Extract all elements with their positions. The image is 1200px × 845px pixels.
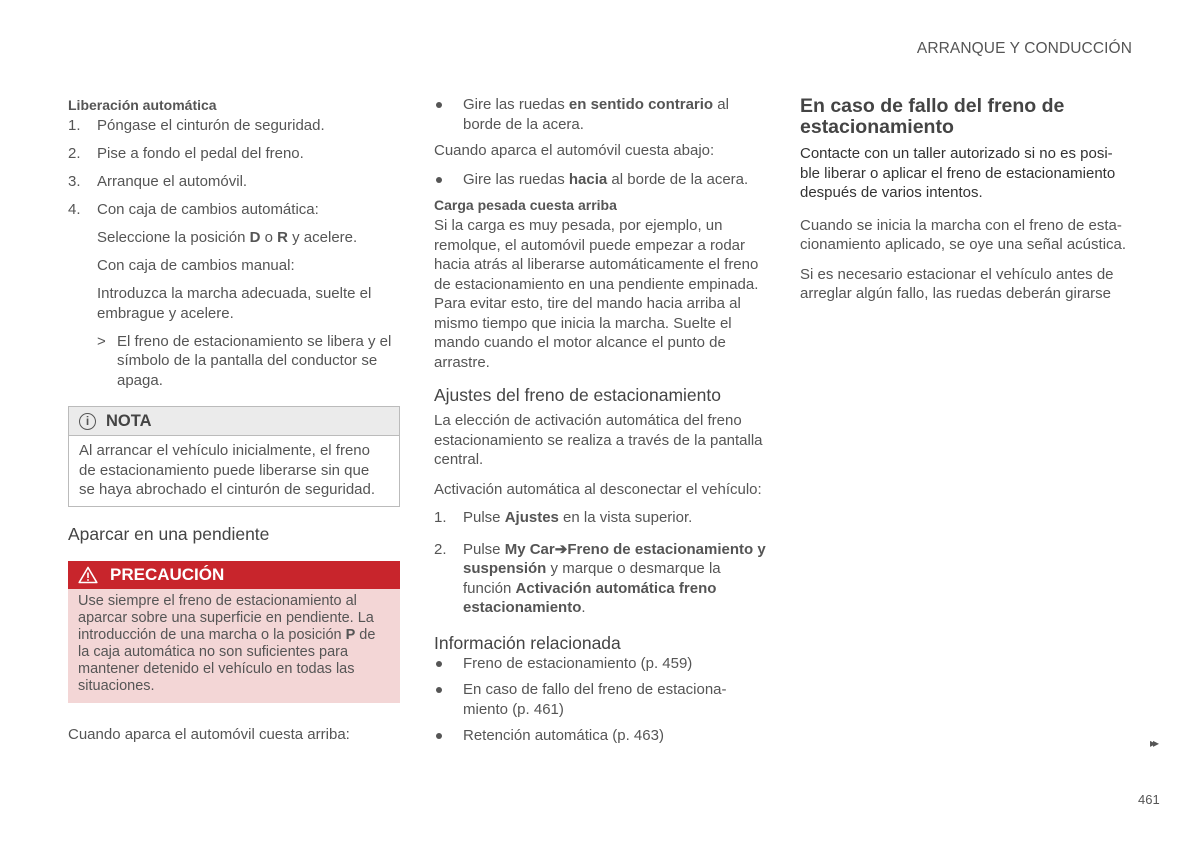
heavy-load-body: Si la carga es muy pesada, por ejemplo, un remolque, el automóvil puede empezar a rodar hacia atrás al liberarse automáticamente el freno de estacionamiento en una pendiente empinada. Para evitar esto, tire del mando hacia arriba al mismo tiempo que inicia la marcha. Suelte el mando cuando el motor alcance el punto de arrastre. bbox=[434, 217, 759, 371]
step-item: 2. Pise a fondo el pedal del freno. bbox=[68, 145, 304, 162]
step-item: 4. Con caja de cambios automática: bbox=[68, 201, 319, 218]
continue-arrows-icon: ▸▸ bbox=[1150, 736, 1157, 750]
bullet-icon bbox=[436, 687, 442, 693]
bullet-icon bbox=[436, 661, 442, 667]
settings-body: La elección de activación automática del freno estacionamiento se realiza a través de la pantalla central. bbox=[434, 412, 763, 468]
step-item: 2. Pulse My Car➔Freno de estacionamiento y suspensión y marque o desmarque la función Activación automática freno estacionamiento. bbox=[434, 540, 766, 616]
arrow-right-icon: ➔ bbox=[554, 540, 568, 558]
uphill-text: Cuando aparca el automóvil cuesta arriba: bbox=[68, 725, 350, 743]
note-header bbox=[69, 407, 399, 436]
related-list bbox=[434, 654, 770, 746]
caution-title: PRECAUCIÓN bbox=[110, 564, 225, 584]
failure-heading: En caso de fallo del freno de estacionamiento bbox=[800, 95, 1065, 138]
bullet-icon bbox=[436, 733, 442, 739]
slope-heading: Aparcar en una pendiente bbox=[68, 523, 270, 544]
note-body: Al arrancar el vehículo inicialmente, el freno de estacionamiento puede liberarse sin que se haya abrochado el cinturón de seguridad. bbox=[79, 442, 376, 498]
step-result: > El freno de estacionamiento se libera y el símbolo de la pantalla del conductor se apaga. bbox=[97, 332, 392, 389]
step-item: 1. Pulse Ajustes en la vista superior. bbox=[434, 509, 693, 526]
failure-body-2: Si es necesario estacionar el vehículo antes de arreglar algún fallo, las ruedas deberán girarse bbox=[800, 265, 1114, 302]
column-middle bbox=[434, 95, 770, 753]
activation-text: Activación automática al desconectar el vehículo: bbox=[434, 480, 762, 498]
failure-body-1: Cuando se inicia la marcha con el freno de esta-cionamiento aplicado, se oye una señal acústica. bbox=[800, 216, 1127, 253]
caution-header bbox=[68, 561, 400, 589]
related-link[interactable]: En caso de fallo del freno de estaciona-miento (p. 461) bbox=[434, 680, 770, 719]
warning-triangle-icon bbox=[78, 566, 98, 584]
result-arrow-icon: > bbox=[97, 332, 106, 350]
caution-body: Use siempre el freno de estacionamiento al aparcar sobre una superficie en pendiente. La introducción de una marcha o la posición P de la caja automática no son suficientes para mantener detenido el vehículo en todas las situaciones. bbox=[68, 589, 400, 703]
release-steps bbox=[68, 116, 400, 220]
settings-heading: Ajustes del freno de estacionamiento bbox=[434, 385, 721, 405]
info-icon: i bbox=[79, 413, 96, 430]
page-number: 461 bbox=[1138, 792, 1160, 807]
step-item: 3. Arranque el automóvil. bbox=[68, 173, 248, 190]
note-box bbox=[68, 406, 400, 507]
auto-release-heading: Liberación automática bbox=[68, 97, 217, 113]
settings-steps bbox=[434, 508, 770, 618]
sub-step-manual-label: Con caja de cambios manual: bbox=[97, 257, 295, 274]
related-link[interactable]: Freno de estacionamiento (p. 459) bbox=[434, 654, 770, 674]
sub-step-automatic: Seleccione la posición D o R y acelere. bbox=[97, 229, 358, 246]
related-heading: Información relacionada bbox=[434, 632, 621, 653]
section-header: ARRANQUE Y CONDUCCIÓN bbox=[916, 40, 1132, 57]
note-title: NOTA bbox=[106, 411, 152, 430]
list-item: Gire las ruedas hacia al borde de la acera. bbox=[434, 170, 770, 190]
bullet-icon bbox=[436, 177, 442, 183]
sub-step-manual: Introduzca la marcha adecuada, suelte el embrague y acelere. bbox=[97, 285, 372, 322]
list-item: Gire las ruedas en sentido contrario al borde de la acera. bbox=[434, 95, 770, 134]
downhill-bullets bbox=[434, 170, 770, 190]
column-right bbox=[800, 96, 1132, 314]
failure-lead: Contacte con un taller autorizado si no es posi-ble liberar o aplicar el freno de estacionamiento después de varios intentos. bbox=[800, 145, 1116, 201]
uphill-bullets bbox=[434, 95, 770, 134]
bullet-icon bbox=[436, 102, 442, 108]
downhill-text: Cuando aparca el automóvil cuesta abajo: bbox=[434, 142, 715, 159]
column-left bbox=[68, 96, 400, 754]
related-link[interactable]: Retención automática (p. 463) bbox=[434, 726, 770, 746]
caution-box bbox=[68, 561, 400, 703]
heavy-load-heading: Carga pesada cuesta arriba bbox=[434, 197, 617, 213]
step-item: 1. Póngase el cinturón de seguridad. bbox=[68, 117, 325, 134]
